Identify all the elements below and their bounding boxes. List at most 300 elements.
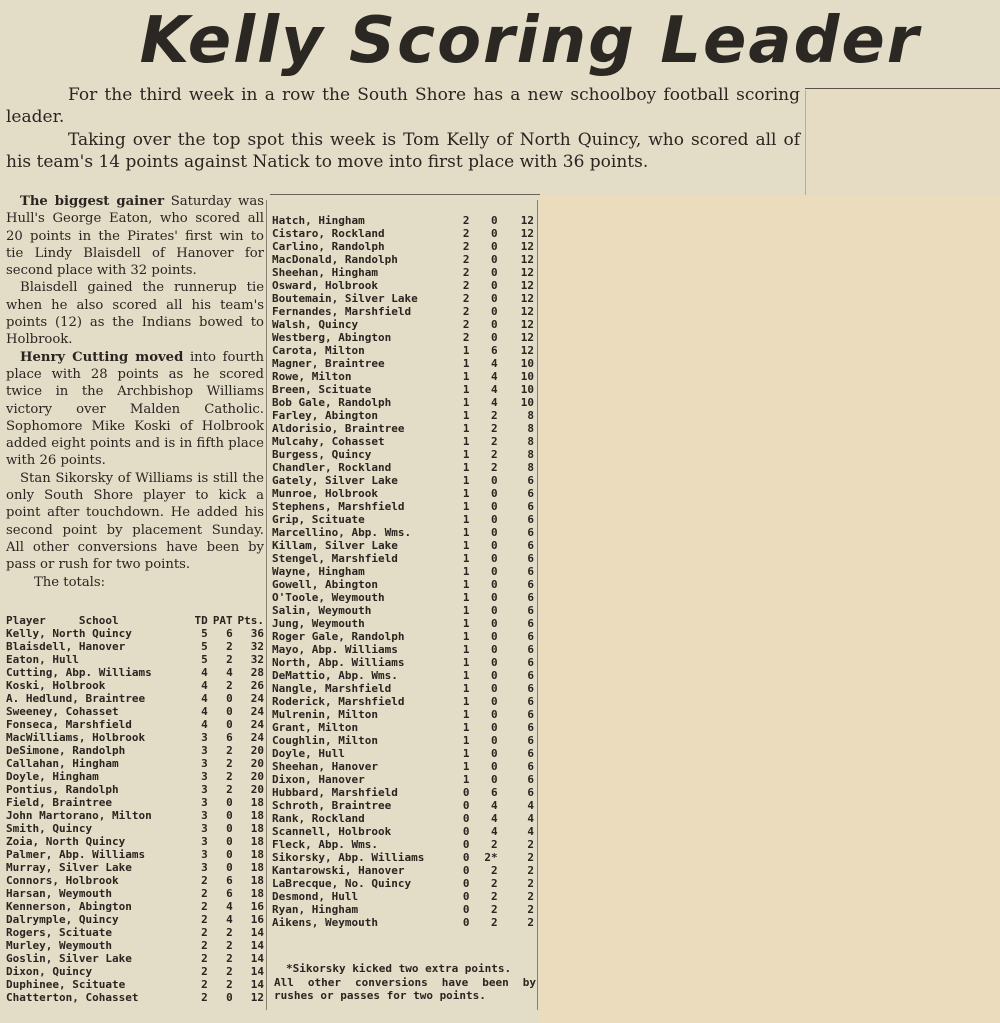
pts-cell: 6 <box>527 708 534 721</box>
pts-cell: 12 <box>520 305 534 318</box>
player-school-cell: Grant, Milton <box>272 721 359 734</box>
td-cell: 0 <box>462 786 470 799</box>
pat-cell: 2 <box>226 939 233 952</box>
td-cell: 1 <box>462 487 470 500</box>
td-cell: 3 <box>201 796 208 809</box>
table-row <box>6 887 266 900</box>
td-cell: 1 <box>462 409 470 422</box>
table-row <box>6 770 266 783</box>
pts-cell: 20 <box>250 783 264 796</box>
td-cell: 3 <box>201 770 208 783</box>
table-row <box>272 630 536 643</box>
table-row <box>6 900 266 913</box>
pts-cell: 12 <box>520 214 534 227</box>
table-row <box>272 851 536 864</box>
totals-label: The totals: <box>34 574 106 590</box>
td-cell: 2 <box>201 926 208 939</box>
pat-cell: 0 <box>491 591 498 604</box>
lead-paragraph-1: For the third week in a row the South Shore has a new schoolboy football scoring leader. <box>6 85 800 128</box>
pts-cell: 20 <box>250 757 264 770</box>
table-row <box>272 435 536 448</box>
player-school-cell: Connors, Holbrook <box>6 874 119 887</box>
table-row <box>6 627 266 640</box>
player-school-cell: Bob Gale, Randolph <box>272 396 392 409</box>
pat-cell: 4 <box>491 799 498 812</box>
table-row <box>6 731 266 744</box>
pat-cell: 2 <box>491 422 498 435</box>
table-row <box>272 383 536 396</box>
td-cell: 1 <box>462 604 470 617</box>
td-cell: 4 <box>201 718 208 731</box>
td-cell: 2 <box>201 978 208 991</box>
blank-paper-area <box>540 195 1000 1023</box>
player-school-cell: Osward, Holbrook <box>272 279 378 292</box>
blank-paper-area-top <box>805 90 1000 195</box>
player-school-cell: Goslin, Silver Lake <box>6 952 132 965</box>
pts-cell: 6 <box>527 539 534 552</box>
pat-cell: 2 <box>226 640 233 653</box>
td-cell: 1 <box>462 565 470 578</box>
player-school-cell: Fonseca, Marshfield <box>6 718 132 731</box>
player-school-cell: Cistaro, Rockland <box>272 227 385 240</box>
pts-cell: 12 <box>520 253 534 266</box>
pat-cell: 6 <box>226 874 233 887</box>
pat-cell: 2 <box>491 409 498 422</box>
pat-cell: 0 <box>491 474 498 487</box>
table-row <box>272 422 536 435</box>
td-cell: 3 <box>201 809 208 822</box>
td-cell: 0 <box>462 916 470 929</box>
table-row <box>272 838 536 851</box>
td-cell: 3 <box>201 861 208 874</box>
pts-cell: 6 <box>527 695 534 708</box>
pts-cell: 6 <box>527 474 534 487</box>
pat-cell: 0 <box>491 552 498 565</box>
player-school-cell: Harsan, Weymouth <box>6 887 112 900</box>
td-cell: 3 <box>201 835 208 848</box>
player-school-cell: Roger Gale, Randolph <box>272 630 405 643</box>
table-row <box>6 666 266 679</box>
table-row <box>272 539 536 552</box>
table-row <box>6 978 266 991</box>
pts-cell: 6 <box>527 513 534 526</box>
pts-cell: 18 <box>250 809 264 822</box>
table-row <box>6 757 266 770</box>
td-cell: 1 <box>462 513 470 526</box>
td-cell: 2 <box>462 227 470 240</box>
td-cell: 2 <box>201 900 208 913</box>
table-row <box>272 721 536 734</box>
player-school-cell: Schroth, Braintree <box>272 799 392 812</box>
td-cell: 0 <box>462 877 470 890</box>
td-cell: 3 <box>201 731 208 744</box>
pts-cell: 8 <box>527 422 534 435</box>
pts-cell: 6 <box>527 604 534 617</box>
pat-cell: 0 <box>491 773 498 786</box>
pts-cell: 12 <box>520 318 534 331</box>
pat-cell: 2 <box>226 783 233 796</box>
pts-cell: 18 <box>250 822 264 835</box>
table-row <box>272 903 536 916</box>
td-cell: 1 <box>462 461 470 474</box>
pat-cell: 0 <box>491 656 498 669</box>
table-row <box>272 786 536 799</box>
pat-cell: 0 <box>491 227 498 240</box>
pts-cell: 24 <box>250 692 264 705</box>
scoring-table-left <box>6 614 266 1004</box>
pat-cell: 2 <box>226 757 233 770</box>
table-row <box>272 214 536 227</box>
pat-cell: 0 <box>226 718 233 731</box>
pat-cell: 0 <box>226 809 233 822</box>
pat-cell: 4 <box>491 825 498 838</box>
player-school-cell: Jung, Weymouth <box>272 617 365 630</box>
player-school-cell: Hubbard, Marshfield <box>272 786 398 799</box>
pat-cell: 6 <box>226 887 233 900</box>
pat-cell: 2 <box>491 448 498 461</box>
pat-cell: 2 <box>226 770 233 783</box>
player-school-cell: Pontius, Randolph <box>6 783 119 796</box>
td-cell: 0 <box>462 903 470 916</box>
pts-cell: 18 <box>250 861 264 874</box>
player-school-cell: Coughlin, Milton <box>272 734 378 747</box>
table-row <box>6 848 266 861</box>
pts-cell: 10 <box>520 396 534 409</box>
player-school-cell: Roderick, Marshfield <box>272 695 405 708</box>
table-row <box>6 991 266 1004</box>
pts-cell: 6 <box>527 773 534 786</box>
pts-cell: 6 <box>527 617 534 630</box>
player-school-cell: Carlino, Randolph <box>272 240 385 253</box>
td-cell: 1 <box>462 630 470 643</box>
pat-cell: 2 <box>491 461 498 474</box>
td-cell: 4 <box>201 692 208 705</box>
pts-cell: 6 <box>527 552 534 565</box>
pat-cell: 4 <box>226 666 233 679</box>
td-cell: 1 <box>462 682 470 695</box>
pat-cell: 0 <box>491 578 498 591</box>
pts-cell: 12 <box>520 292 534 305</box>
pat-cell: 0 <box>226 705 233 718</box>
pat-cell: 0 <box>226 991 233 1004</box>
td-cell: 1 <box>462 747 470 760</box>
td-cell: 2 <box>462 318 470 331</box>
pts-cell: 6 <box>527 656 534 669</box>
pts-cell: 36 <box>250 627 264 640</box>
player-school-cell: Rank, Rockland <box>272 812 365 825</box>
pts-cell: 16 <box>250 913 264 926</box>
player-school-cell: Walsh, Quincy <box>272 318 359 331</box>
pts-cell: 6 <box>527 591 534 604</box>
pts-cell: 18 <box>250 874 264 887</box>
table-header-row <box>6 614 266 627</box>
table-row <box>272 734 536 747</box>
td-cell: 1 <box>462 526 470 539</box>
pts-cell: 4 <box>527 825 534 838</box>
td-cell: 1 <box>462 370 470 383</box>
pts-cell: 24 <box>250 731 264 744</box>
pat-cell: 2 <box>226 744 233 757</box>
td-cell: 2 <box>462 279 470 292</box>
td-cell: 2 <box>462 253 470 266</box>
table-row <box>272 617 536 630</box>
td-cell: 2 <box>462 292 470 305</box>
story-text-1: Saturday was Hull's George Eaton, who scored all 20 points in the Pirates' first win to tie Lindy Blaisdell of Hanover for second place with 32 points. <box>6 194 264 279</box>
pts-cell: 20 <box>250 744 264 757</box>
table-row <box>272 344 536 357</box>
right-table-body <box>272 214 536 929</box>
player-school-cell: Fernandes, Marshfield <box>272 305 412 318</box>
pat-cell: 2 <box>226 952 233 965</box>
table-row <box>272 695 536 708</box>
table-row <box>6 926 266 939</box>
pts-cell: 6 <box>527 734 534 747</box>
player-school-cell: Grip, Scituate <box>272 513 365 526</box>
pat-cell: 0 <box>491 240 498 253</box>
pat-cell: 0 <box>491 617 498 630</box>
pat-cell: 0 <box>491 565 498 578</box>
lead-paragraph-2: Taking over the top spot this week is Tom Kelly of North Quincy, who scored all of his team's 14 points against Natick to move into first place with 36 points. <box>6 129 800 173</box>
pts-cell: 2 <box>527 838 534 851</box>
pts-cell: 4 <box>527 812 534 825</box>
table-row <box>272 409 536 422</box>
pts-cell: 2 <box>527 864 534 877</box>
td-cell: 1 <box>462 721 470 734</box>
table-row <box>272 318 536 331</box>
story-paragraph-3 <box>6 349 264 470</box>
player-school-cell: MacWilliams, Holbrook <box>6 731 146 744</box>
pts-cell: 32 <box>250 640 264 653</box>
table-row <box>272 812 536 825</box>
column-rule-left <box>266 200 267 1010</box>
pat-cell: 0 <box>491 630 498 643</box>
player-school-cell: Gately, Silver Lake <box>272 474 398 487</box>
pts-cell: 24 <box>250 718 264 731</box>
column-rule-right <box>537 200 538 1010</box>
td-cell: 0 <box>462 838 470 851</box>
player-school-cell: Gowell, Abington <box>272 578 378 591</box>
pts-cell: 18 <box>250 835 264 848</box>
table-row <box>272 279 536 292</box>
pts-cell: 12 <box>520 279 534 292</box>
td-cell: 1 <box>462 708 470 721</box>
player-school-cell: Kelly, North Quincy <box>6 627 132 640</box>
pts-cell: 26 <box>250 679 264 692</box>
pat-cell: 0 <box>226 796 233 809</box>
pat-cell: 2 <box>226 978 233 991</box>
pat-cell: 0 <box>491 760 498 773</box>
td-cell: 1 <box>462 760 470 773</box>
pat-cell: 0 <box>491 500 498 513</box>
header-school: School <box>78 614 119 627</box>
td-cell: 3 <box>201 822 208 835</box>
td-cell: 1 <box>462 383 470 396</box>
table-row <box>272 305 536 318</box>
pts-cell: 6 <box>527 682 534 695</box>
td-cell: 1 <box>462 539 470 552</box>
pat-cell: 4 <box>226 900 233 913</box>
table-row <box>272 526 536 539</box>
td-cell: 2 <box>201 939 208 952</box>
table-row <box>272 825 536 838</box>
player-school-cell: Carota, Milton <box>272 344 365 357</box>
player-school-cell: Magner, Braintree <box>272 357 385 370</box>
table-row <box>272 513 536 526</box>
table-row <box>6 913 266 926</box>
player-school-cell: Westberg, Abington <box>272 331 392 344</box>
td-cell: 1 <box>462 422 470 435</box>
pat-cell: 2 <box>226 679 233 692</box>
player-school-cell: Field, Braintree <box>6 796 112 809</box>
table-row <box>272 266 536 279</box>
top-column-rule <box>805 88 1000 89</box>
table-row <box>272 656 536 669</box>
player-school-cell: Farley, Abington <box>272 409 378 422</box>
td-cell: 1 <box>462 695 470 708</box>
pat-cell: 0 <box>491 708 498 721</box>
table-row <box>272 773 536 786</box>
pat-cell: 0 <box>491 734 498 747</box>
pts-cell: 32 <box>250 653 264 666</box>
story-paragraph-2: Blaisdell gained the runnerup tie when he also scored all his team's points (12) as the Indians bowed to Holbrook. <box>6 280 264 348</box>
pts-cell: 12 <box>520 266 534 279</box>
table-row <box>272 396 536 409</box>
pts-cell: 6 <box>527 526 534 539</box>
pts-cell: 12 <box>520 344 534 357</box>
player-school-cell: Chatterton, Cohasset <box>6 991 139 1004</box>
td-cell: 5 <box>201 653 208 666</box>
player-school-cell: Killam, Silver Lake <box>272 539 398 552</box>
pat-cell: 2 <box>226 653 233 666</box>
player-school-cell: Aikens, Weymouth <box>272 916 378 929</box>
td-cell: 0 <box>462 851 470 864</box>
table-row <box>272 643 536 656</box>
header-pts: Pts. <box>237 614 264 627</box>
player-school-cell: DeMattio, Abp. Wms. <box>272 669 398 682</box>
td-cell: 1 <box>462 474 470 487</box>
pts-cell: 10 <box>520 383 534 396</box>
table-row <box>6 861 266 874</box>
td-cell: 3 <box>201 848 208 861</box>
player-school-cell: Wayne, Hingham <box>272 565 365 578</box>
player-school-cell: Hatch, Hingham <box>272 214 365 227</box>
table-row <box>6 705 266 718</box>
td-cell: 3 <box>201 783 208 796</box>
table-row <box>6 874 266 887</box>
player-school-cell: Aldorisio, Braintree <box>272 422 405 435</box>
table-row <box>272 370 536 383</box>
player-school-cell: Breen, Scituate <box>272 383 372 396</box>
table-row <box>6 822 266 835</box>
player-school-cell: Stengel, Marshfield <box>272 552 398 565</box>
pts-cell: 18 <box>250 887 264 900</box>
pat-cell: 4 <box>491 396 498 409</box>
pat-cell: 0 <box>491 292 498 305</box>
player-school-cell: Sweeney, Cohasset <box>6 705 119 718</box>
pts-cell: 8 <box>527 448 534 461</box>
player-school-cell: North, Abp. Williams <box>272 656 405 669</box>
td-cell: 2 <box>462 305 470 318</box>
story-paragraph-1 <box>6 193 264 279</box>
table-row <box>272 604 536 617</box>
td-cell: 4 <box>201 666 208 679</box>
td-cell: 5 <box>201 627 208 640</box>
pts-cell: 18 <box>250 796 264 809</box>
pts-cell: 6 <box>527 630 534 643</box>
player-school-cell: Zoia, North Quincy <box>6 835 126 848</box>
pts-cell: 28 <box>250 666 264 679</box>
player-school-cell: Burgess, Quincy <box>272 448 372 461</box>
td-cell: 1 <box>462 435 470 448</box>
player-school-cell: MacDonald, Randolph <box>272 253 398 266</box>
table-row <box>272 474 536 487</box>
table-row <box>6 679 266 692</box>
player-school-cell: Doyle, Hull <box>272 747 345 760</box>
pat-cell: 2 <box>491 435 498 448</box>
td-cell: 2 <box>201 887 208 900</box>
story-text-3: into fourth place with 28 points as he scored twice in the Archbishop Williams victory over Malden Catholic. Sophomore Mike Koski of Holbrook added eight points and is in fifth place with 26 points. <box>6 349 264 469</box>
player-school-cell: Sikorsky, Abp. Williams <box>272 851 425 864</box>
table-row <box>272 799 536 812</box>
lead-paragraphs <box>6 84 800 174</box>
td-cell: 2 <box>201 965 208 978</box>
player-school-cell: Marcellino, Abp. Wms. <box>272 526 412 539</box>
table-row <box>272 461 536 474</box>
td-cell: 1 <box>462 773 470 786</box>
headline: Kelly Scoring Leader <box>139 4 921 78</box>
table-row <box>272 357 536 370</box>
td-cell: 0 <box>462 864 470 877</box>
table-row <box>6 640 266 653</box>
pat-cell: 0 <box>491 669 498 682</box>
pts-cell: 2 <box>527 877 534 890</box>
pts-cell: 14 <box>250 939 264 952</box>
player-school-cell: Eaton, Hull <box>6 653 79 666</box>
player-school-cell: Dixon, Quincy <box>6 965 93 978</box>
pat-cell: 4 <box>491 370 498 383</box>
pat-cell: 0 <box>491 747 498 760</box>
td-cell: 2 <box>201 952 208 965</box>
pts-cell: 12 <box>520 240 534 253</box>
td-cell: 1 <box>462 578 470 591</box>
player-school-cell: Callahan, Hingham <box>6 757 119 770</box>
table-row <box>272 578 536 591</box>
player-school-cell: Rowe, Milton <box>272 370 352 383</box>
table-row <box>6 653 266 666</box>
table-row <box>6 952 266 965</box>
td-cell: 4 <box>201 679 208 692</box>
td-cell: 0 <box>462 825 470 838</box>
player-school-cell: Fleck, Abp. Wms. <box>272 838 378 851</box>
story-lead-in-1: The biggest gainer <box>20 194 165 209</box>
pat-cell: 0 <box>491 214 498 227</box>
td-cell: 1 <box>462 656 470 669</box>
td-cell: 1 <box>462 357 470 370</box>
player-school-cell: Salin, Weymouth <box>272 604 372 617</box>
player-school-cell: Dixon, Hanover <box>272 773 365 786</box>
table-row <box>272 253 536 266</box>
td-cell: 1 <box>462 448 470 461</box>
td-cell: 3 <box>201 757 208 770</box>
pat-cell: 0 <box>226 848 233 861</box>
pat-cell: 0 <box>491 318 498 331</box>
table-row <box>272 240 536 253</box>
table-row <box>272 890 536 903</box>
header-pat: PAT <box>212 614 233 627</box>
table-row <box>272 877 536 890</box>
td-cell: 1 <box>462 344 470 357</box>
table-row <box>272 669 536 682</box>
